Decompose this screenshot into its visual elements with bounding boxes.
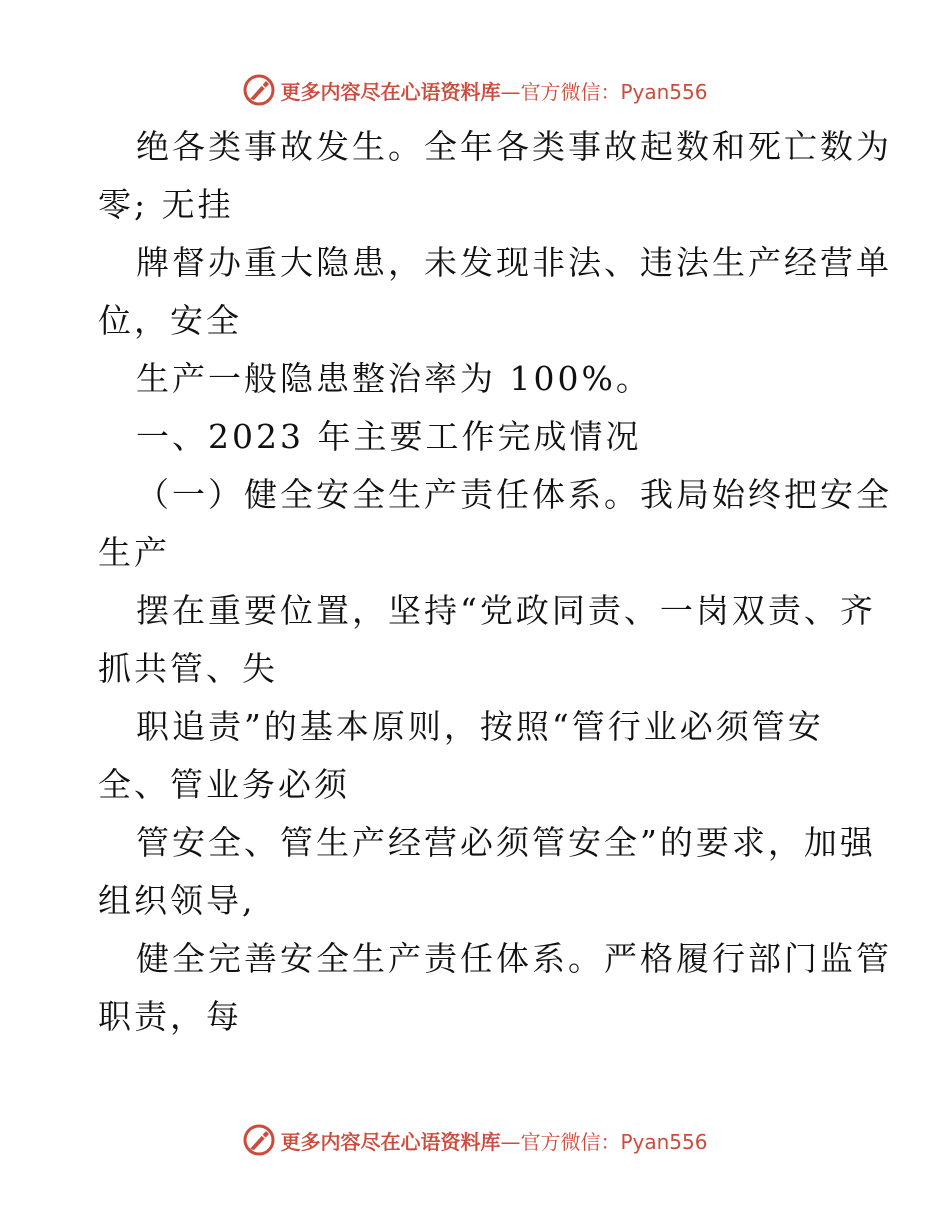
header-banner — [0, 70, 950, 110]
footer-banner — [0, 1120, 950, 1160]
text-line: 牌督办重大隐患，未发现非法、违法生产经营单 — [136, 243, 892, 282]
text-line: 健全完善安全生产责任体系。严格履行部门监管 — [136, 939, 892, 978]
text-line: 管安全、管生产经营必须管安全”的要求，加强 — [136, 823, 876, 862]
text-line: 绝各类事故发生。全年各类事故起数和死亡数为 — [136, 127, 892, 166]
header-banner-title: 更多内容尽在心语资料库 — [280, 79, 501, 104]
text-line: 摆在重要位置，坚持“党政同责、一岗双责、齐 — [136, 591, 876, 630]
text-line: 一、2023 年主要工作完成情况 — [136, 417, 642, 456]
text-line: 生产 — [98, 533, 170, 572]
text-line: 生产一般隐患整治率为 100%。 — [136, 359, 652, 398]
footer-banner-wechat: 官方微信：Pyan556 — [520, 1129, 708, 1154]
text-line: 全、管业务必须 — [98, 765, 350, 804]
text-line: 组织领导, — [98, 881, 256, 920]
text-line: 零; 无挂 — [98, 185, 234, 224]
header-banner-text — [280, 76, 707, 105]
header-banner-dash: — — [500, 79, 521, 104]
footer-banner-title: 更多内容尽在心语资料库 — [280, 1129, 501, 1154]
text-line: 职追责”的基本原则，按照“管行业必须管安 — [136, 707, 824, 746]
text-line: 位，安全 — [98, 301, 242, 340]
text-line: 职责，每 — [98, 997, 242, 1036]
quill-logo-icon — [242, 1123, 276, 1157]
document-body — [98, 118, 892, 1046]
quill-logo-icon — [242, 73, 276, 107]
text-line: （一）健全安全生产责任体系。我局始终把安全 — [136, 475, 892, 514]
header-banner-wechat: 官方微信：Pyan556 — [520, 79, 708, 104]
footer-banner-dash: — — [500, 1129, 521, 1154]
text-line: 抓共管、失 — [98, 649, 278, 688]
footer-banner-text — [280, 1126, 707, 1155]
